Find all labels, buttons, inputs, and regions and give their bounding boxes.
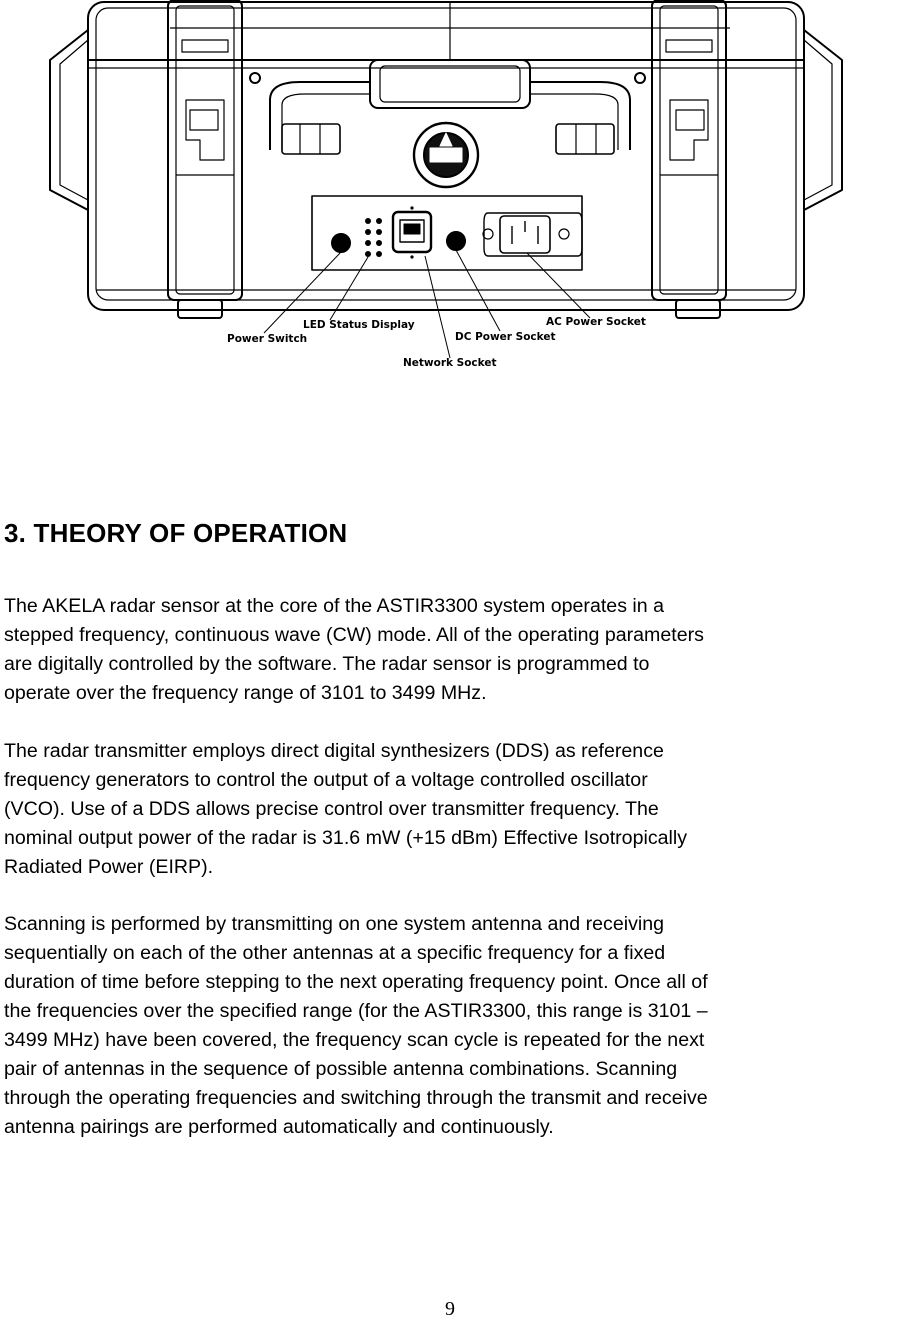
network-socket [393, 206, 431, 258]
led-status-display [365, 218, 382, 257]
ac-power-socket [483, 213, 582, 256]
right-latch [635, 0, 726, 300]
callout-dc-power: DC Power Socket [455, 331, 556, 343]
equipment-case-diagram [0, 0, 900, 420]
page-number: 9 [445, 1298, 455, 1320]
callout-ac-power: AC Power Socket [546, 316, 646, 328]
section-heading: 3. THEORY OF OPERATION [4, 518, 348, 548]
callout-power-switch: Power Switch [227, 333, 308, 345]
dc-power-socket [447, 232, 465, 250]
callout-network-socket: Network Socket [403, 357, 497, 369]
callout-led-status: LED Status Display [303, 319, 415, 331]
paragraph-scanning: Scanning is performed by transmitting on one system antenna and receiving sequentially on each of the other antennas at a specific frequency for a fixed duration of time before stepping to the next operating frequency point. Once all of the frequencies over the specified range (for the ASTIR3300, this range is 3101 – 3499 MHz) have been covered, the frequency scan cycle is repeated for the next pair of antennas in the sequence of possible antenna combinations. Scanning through the operating frequencies and switching through the transmit and receive antenna pairings are performed automatically and continuously. [4, 913, 708, 1138]
pressure-valve [414, 123, 478, 187]
power-switch [332, 234, 350, 252]
paragraph-transmitter: The radar transmitter employs direct digital synthesizers (DDS) as reference frequency generators to control the output of a voltage controlled oscillator (VCO). Use of a DDS allows precise control over transmitter frequency. The nominal output power of the radar is 31.6 mW (+15 dBm) Effective Isotropically Radiated Power (EIRP). [4, 740, 688, 878]
paragraph-operating-mode: The AKELA radar sensor at the core of the ASTIR3300 system operates in a stepped frequency, continuous wave (CW) mode. All of the operating parameters are digitally controlled by the software. The radar sensor is programmed to operate over the frequency range of 3101 to 3499 MHz. [4, 595, 704, 704]
left-latch [168, 0, 260, 300]
connector-panel [312, 196, 582, 270]
